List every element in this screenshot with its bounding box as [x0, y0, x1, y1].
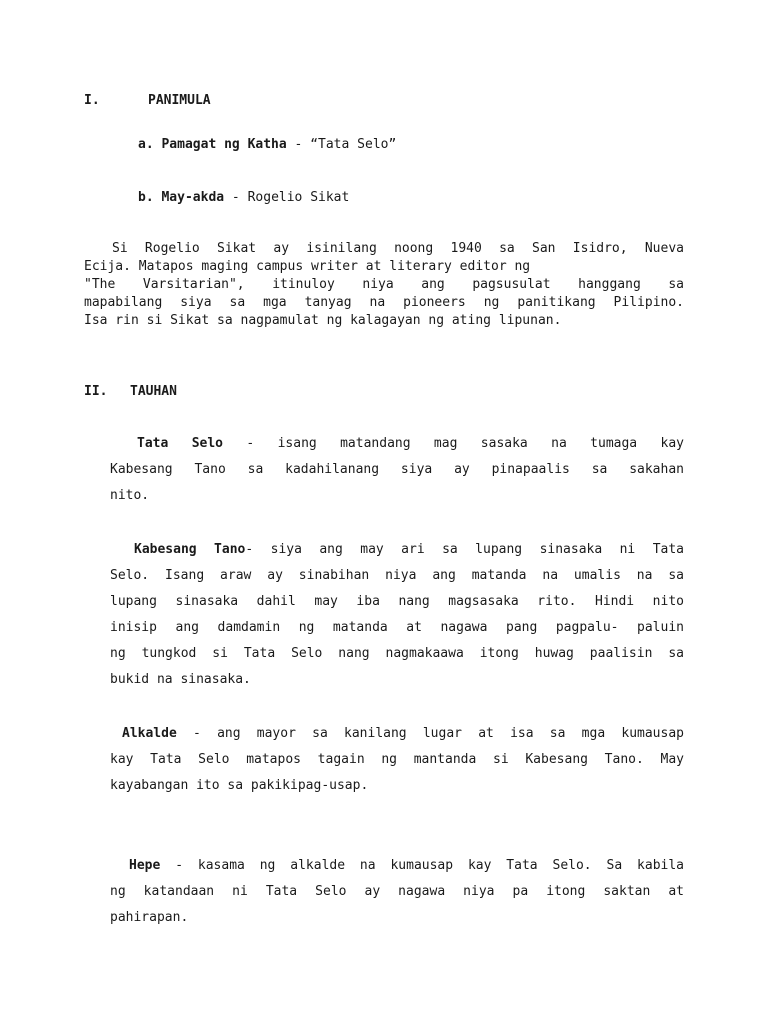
character-kabesang-tano [110, 537, 684, 693]
section-2-numeral: II. [84, 384, 108, 399]
character-hepe [110, 853, 684, 931]
item-label: May-akda [161, 190, 225, 205]
character-line: ng katandaan ni Tata Selo ay nagawa niya pa itong saktan at [110, 884, 684, 899]
character-tata-selo [110, 431, 684, 509]
character-description: - kasama ng alkalde na kumausap kay Tata Selo. Sa kabila [160, 858, 684, 873]
character-description: - ang mayor sa kanilang lugar at isa sa mga kumausap [176, 726, 684, 741]
character-line: inisip ang damdamin ng matanda at nagawa pang pagpalu- paluin [110, 620, 684, 635]
character-name: Hepe [129, 858, 161, 873]
character-line: nito. [110, 488, 150, 503]
paragraph-line: Ecija. Matapos maging campus writer at literary editor ng [84, 259, 531, 274]
paragraph-line: mapabilang siya sa mga tanyag na pioneers ng panitikang Pilipino. [84, 295, 684, 310]
character-line: bukid na sinasaka. [110, 672, 251, 687]
item-title [138, 137, 396, 152]
item-separator: - [224, 190, 248, 205]
character-first-line [110, 431, 684, 457]
character-line: lupang sinasaka dahil may iba nang magsasaka rito. Hindi nito [110, 594, 684, 609]
item-marker: b. [138, 190, 154, 205]
character-line: ng tungkod si Tata Selo nang nagmakaawa itong huwag paalisin sa [110, 646, 684, 661]
item-label: Pamagat ng Katha [161, 137, 287, 152]
character-line: pahirapan. [110, 910, 189, 925]
author-bio-paragraph [84, 240, 684, 330]
character-first-line [110, 537, 684, 563]
character-name: Alkalde [122, 726, 177, 741]
character-line: kayabangan ito sa pakikipag-usap. [110, 778, 369, 793]
item-author [138, 190, 349, 205]
item-separator: - [286, 137, 311, 152]
character-name: Kabesang Tano [134, 542, 246, 557]
item-marker: a. [138, 137, 154, 152]
character-name: Tata Selo [137, 436, 223, 451]
section-1-title: PANIMULA [148, 93, 211, 108]
character-first-line [110, 853, 684, 879]
section-1-numeral: I. [84, 93, 100, 108]
character-description: - isang matandang mag sasaka na tumaga kay [223, 436, 684, 451]
paragraph-line: Isa rin si Sikat sa nagpamulat ng kalagayan ng ating lipunan. [84, 313, 562, 328]
character-line: Selo. Isang araw ay sinabihan niya ang matanda na umalis na sa [110, 568, 684, 583]
character-first-line [110, 721, 684, 747]
section-2-title: TAUHAN [130, 384, 177, 399]
character-alkalde [110, 721, 684, 799]
character-line: Kabesang Tano sa kadahilanang siya ay pinapaalis sa sakahan [110, 462, 684, 477]
item-value: “Tata Selo” [310, 137, 397, 152]
character-description: - siya ang may ari sa lupang sinasaka ni Tata [245, 542, 685, 557]
item-value: Rogelio Sikat [247, 190, 350, 205]
paragraph-line: "The Varsitarian", itinuloy niya ang pagsusulat hanggang sa [84, 277, 684, 292]
paragraph-line: Si Rogelio Sikat ay isinilang noong 1940 sa San Isidro, Nueva [112, 241, 684, 256]
character-line: kay Tata Selo matapos tagain ng mantanda si Kabesang Tano. May [110, 752, 684, 767]
